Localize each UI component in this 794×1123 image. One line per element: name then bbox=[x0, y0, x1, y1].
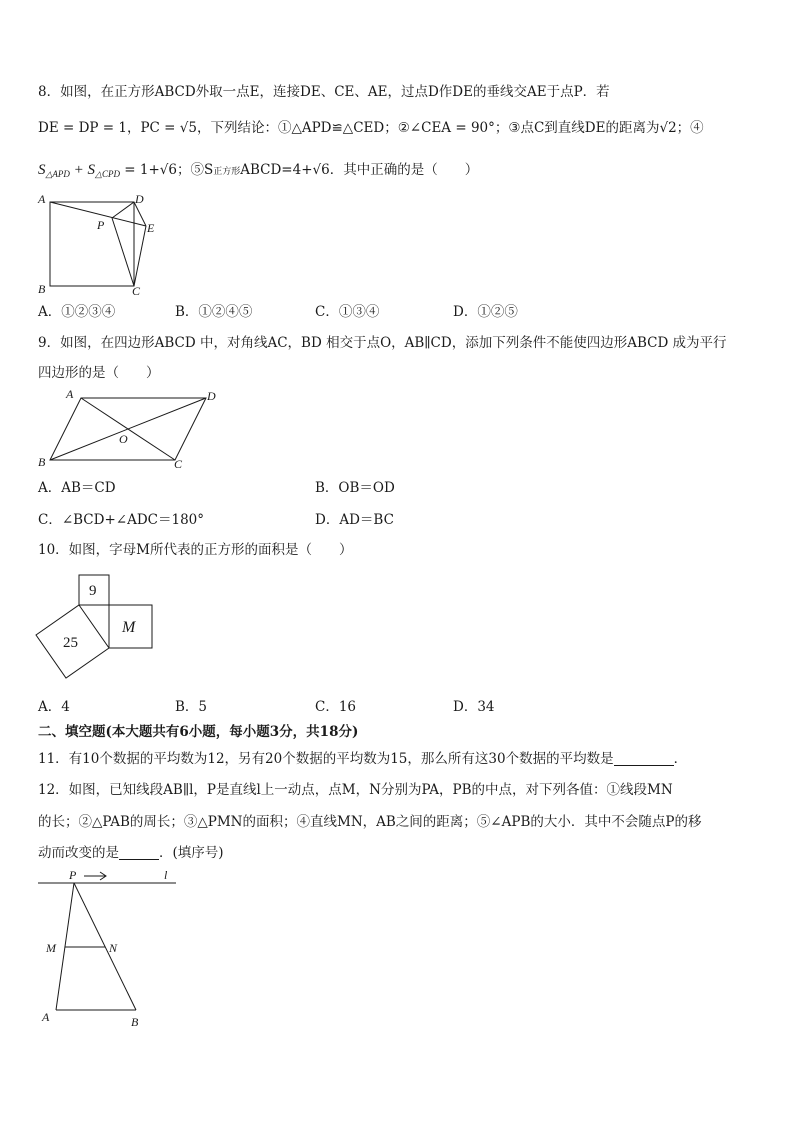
q10-option-c: C．16 bbox=[315, 699, 357, 715]
q10-label-9: 9 bbox=[89, 583, 97, 599]
q10-option-b: B．5 bbox=[175, 699, 208, 715]
q8-figure bbox=[34, 190, 164, 295]
q8-label-b: B bbox=[38, 282, 46, 295]
q9-label-a: A bbox=[66, 387, 74, 401]
q12-label-a: A bbox=[42, 1010, 50, 1024]
q12-line-3-text: 动而改变的是 bbox=[38, 845, 119, 861]
q9-option-b: B．OB＝OD bbox=[315, 480, 395, 496]
q11-answer-blank[interactable] bbox=[614, 751, 674, 766]
q12-label-n: N bbox=[109, 941, 118, 955]
q9-figure bbox=[34, 384, 224, 472]
q12-figure bbox=[34, 866, 184, 1031]
q8-label-d: D bbox=[135, 192, 144, 206]
q12-line-2: 的长；②△PAB的周长；③△PMN的面积；④直线MN，AB之间的距离；⑤∠APB的大小．其中不会随点P的移 bbox=[38, 814, 702, 830]
q8-label-p: P bbox=[97, 218, 105, 232]
q8-square-sub: 正方形 bbox=[213, 167, 241, 177]
q11-end: ． bbox=[673, 751, 688, 767]
q8-sub-apd: △APD bbox=[45, 169, 70, 179]
q11-text: 11．有10个数据的平均数为12，另有20个数据的平均数为15，那么所有这30个数据的平均数是 bbox=[38, 751, 614, 767]
q8-option-c: C．①③④ bbox=[315, 304, 380, 320]
q12-label-p: P bbox=[69, 868, 77, 882]
q12-answer-blank[interactable] bbox=[119, 845, 159, 860]
q9-option-d: D．AD＝BC bbox=[315, 512, 394, 528]
q8-square bbox=[50, 202, 134, 286]
q12-label-l: l bbox=[164, 868, 168, 882]
q12-line-3 bbox=[38, 843, 224, 863]
q8-sum-value: = 1+√6；⑤S bbox=[119, 162, 214, 178]
q8-plus-s: + S bbox=[69, 162, 96, 178]
q8-sub-cpd: △CPD bbox=[95, 169, 120, 179]
q12-label-m: M bbox=[46, 941, 56, 955]
q10-label-25: 25 bbox=[63, 635, 78, 651]
q8-option-b: B．①②④⑤ bbox=[175, 304, 253, 320]
q8-option-d: D．①②⑤ bbox=[453, 304, 518, 320]
q9-label-o: O bbox=[119, 432, 128, 446]
q9-line-1: 9．如图，在四边形ABCD 中，对角线AC，BD 相交于点O，AB∥CD，添加下列条件不能使四边形ABCD 成为平行 bbox=[38, 335, 727, 351]
q12-label-b: B bbox=[131, 1015, 139, 1029]
q9-option-c: C．∠BCD+∠ADC＝180° bbox=[38, 512, 205, 528]
q8-line-3 bbox=[38, 160, 478, 184]
q10-option-a: A．4 bbox=[38, 699, 70, 715]
q8-option-a: A．①②③④ bbox=[38, 304, 116, 320]
q12-line-3-end: ．(填序号) bbox=[159, 845, 224, 861]
section-2-title: 二、填空题(本大题共有6小题，每小题3分，共18分) bbox=[38, 724, 359, 740]
q9-label-c: C bbox=[174, 457, 183, 471]
q8-line-1: 8．如图，在正方形ABCD外取一点E，连接DE、CE、AE，过点D作DE的垂线交AE于点P．若 bbox=[38, 84, 610, 100]
q8-line-2: DE = DP = 1，PC = √5，下列结论：①△APD≌△CED；②∠CEA = 90°；③点C到直线DE的距离为√2；④ bbox=[38, 120, 704, 136]
q8-label-e: E bbox=[147, 221, 155, 235]
q8-label-c: C bbox=[132, 284, 141, 295]
q9-label-d: D bbox=[207, 389, 216, 403]
q9-line-2: 四边形的是（ ） bbox=[38, 365, 160, 381]
q9-option-a: A．AB＝CD bbox=[38, 480, 116, 496]
q8-label-a: A bbox=[38, 192, 46, 206]
q10-label-m: M bbox=[122, 619, 136, 636]
q10-option-d: D．34 bbox=[453, 699, 495, 715]
q9-label-b: B bbox=[38, 455, 46, 469]
q10-line-1: 10．如图，字母M所代表的正方形的面积是（ ） bbox=[38, 542, 353, 558]
q11-line bbox=[38, 749, 687, 769]
q8-s-symbol: S bbox=[38, 162, 46, 178]
q12-line-1: 12．如图，已知线段AB∥l，P是直线l上一动点，点M，N分别为PA，PB的中点，对下列各值：①线段MN bbox=[38, 782, 673, 798]
q10-figure bbox=[34, 570, 159, 685]
q8-question-end: ABCD=4+√6．其中正确的是（ ） bbox=[240, 162, 479, 178]
